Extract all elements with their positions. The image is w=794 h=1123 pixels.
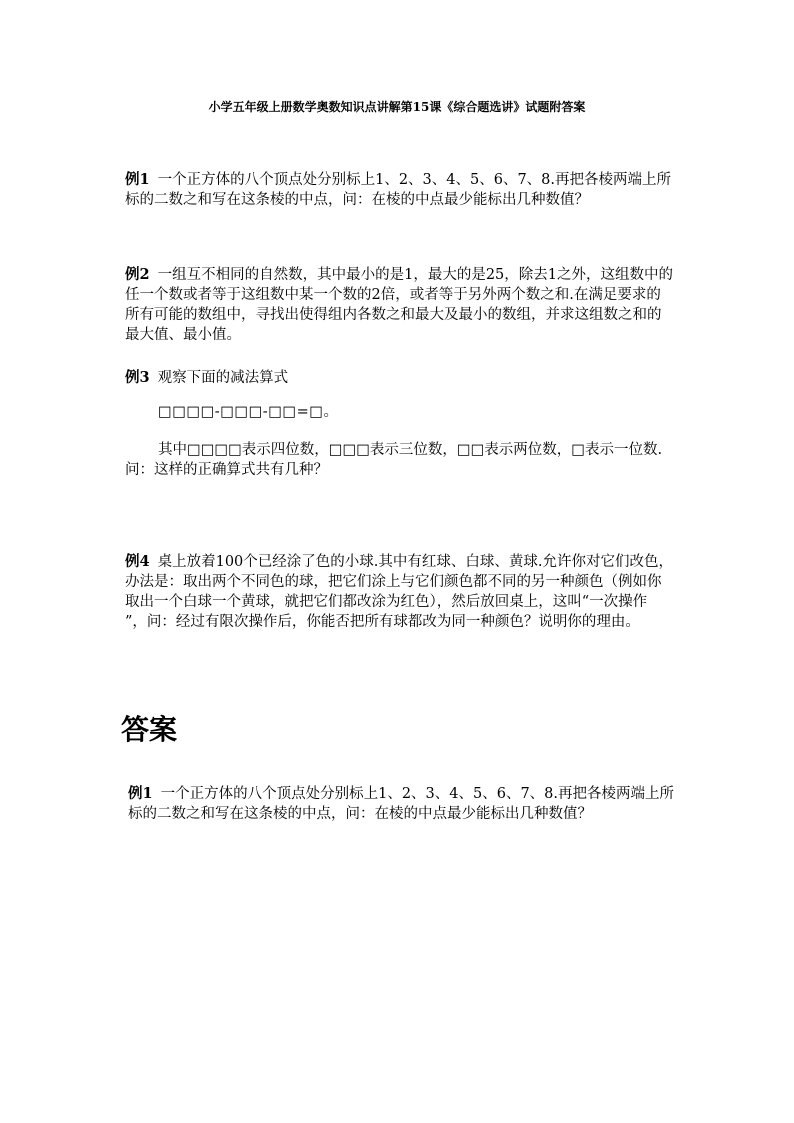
problem-2 <box>125 265 673 345</box>
answer-heading: 答案 <box>121 713 178 746</box>
answer-label: 例1 <box>128 785 153 802</box>
page-title: 小学五年级上册数学奥数知识点讲解第15课《综合题选讲》试题附答案 <box>208 100 586 114</box>
problem-text: 一组互不相同的自然数，其中最小的是1，最大的是25，除去1之外，这组数中的任一个数或者等于这组数中某一个数的2倍，或者等于另外两个数之和.在满足要求的所有可能的数组中，寻找出使得组内各数之和最大及最小的数组，并求这组数之和的最大值、最小值。 <box>125 267 673 343</box>
problem-text: 桌上放着100个已经涂了色的小球.其中有红球、白球、黄球.允许你对它们改色，办法是：取出两个不同色的球，把它们涂上与它们颜色都不同的另一种颜色（例如你取出一个白球一个黄球，就把它们都改涂为红色），然后放回桌上，这叫“一次操作 ”，问：经过有限次操作后，你能否把所有球都改为同一种颜色？说明你的理由。 <box>125 554 673 630</box>
problem-label: 例2 <box>125 266 150 283</box>
problem-text: 一个正方体的八个顶点处分别标上1、2、3、4、5、6、7、8.再把各棱两端上所标的二数之和写在这条棱的中点，问：在棱的中点最少能标出几种数值？ <box>125 172 672 208</box>
answer-text: 一个正方体的八个顶点处分别标上1、2、3、4、5、6、7、8.再把各棱两端上所标的二数之和写在这条棱的中点，问：在棱的中点最少能标出几种数值？ <box>128 786 675 822</box>
problem-4 <box>125 552 673 632</box>
problem-3-explanation: 其中□□□□表示四位数，□□□表示三位数，□□表示两位数，□表示一位数.问：这样的正确算式共有几种？ <box>125 442 663 478</box>
problem-label: 例4 <box>125 553 150 570</box>
problem-1 <box>125 170 673 210</box>
answer-1 <box>128 784 676 824</box>
problem-text: 观察下面的减法算式 <box>157 370 289 386</box>
problem-3-formula: □□□□-□□□-□□=□。 <box>158 404 339 420</box>
problem-label: 例3 <box>125 369 150 386</box>
problem-label: 例1 <box>125 171 150 188</box>
problem-3 <box>125 368 673 388</box>
